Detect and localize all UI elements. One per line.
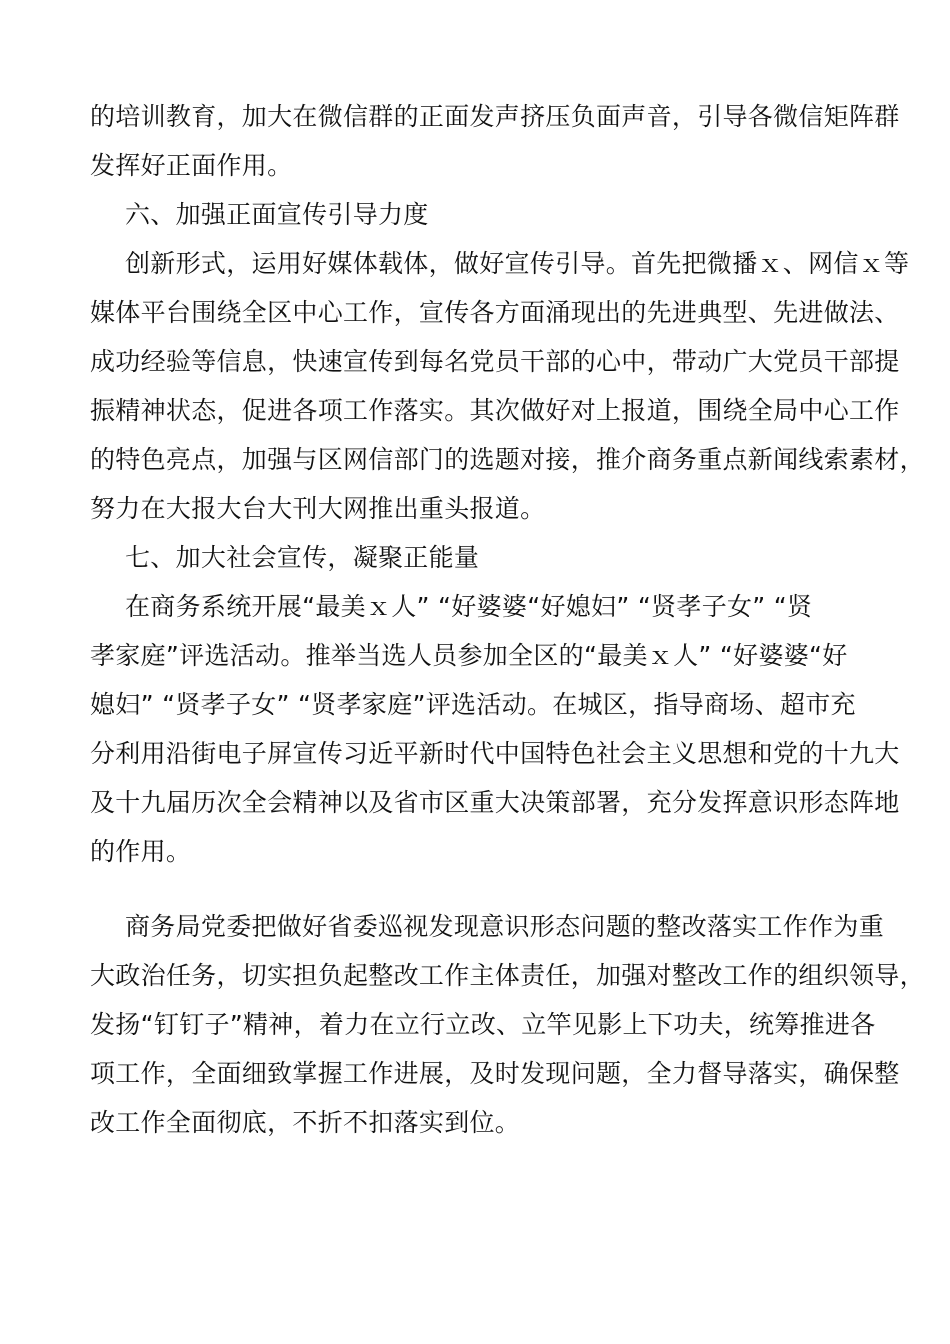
text-line: 大政治任务，切实担负起整改工作主体责任，加强对整改工作的组织领导， xyxy=(90,961,925,990)
paragraph-final xyxy=(90,907,925,1152)
text-line: 媳妇” “贤孝子女” “贤孝家庭”评选活动。在城区，指导商场、超市充 xyxy=(90,690,856,719)
paragraph-continued xyxy=(90,97,900,195)
heading-text: 七、加大社会宣传，凝聚正能量 xyxy=(125,543,480,572)
text-line: 的培训教育，加大在微信群的正面发声挤压负面声音，引导各微信矩阵群 xyxy=(90,102,900,131)
text-line: 改工作全面彻底，不折不扣落实到位。 xyxy=(90,1108,521,1137)
text-line: 发挥好正面作用。 xyxy=(90,151,293,180)
text-line: 的作用。 xyxy=(90,837,192,866)
text-line: 在商务系统开展“最美ｘ人” “好婆婆“好媳妇” “贤孝子女” “贤 xyxy=(125,592,813,621)
paragraph-section-6 xyxy=(90,244,925,538)
text-line: 成功经验等信息，快速宣传到每名党员干部的心中，带动广大党员干部提 xyxy=(90,347,900,376)
text-line: 项工作，全面细致掌握工作进展，及时发现问题，全力督导落实，确保整 xyxy=(90,1059,900,1088)
text-line: 及十九届历次全会精神以及省市区重大决策部署，充分发挥意识形态阵地 xyxy=(90,788,900,817)
text-line: 商务局党委把做好省委巡视发现意识形态问题的整改落实工作作为重 xyxy=(125,912,885,941)
paragraph-section-7 xyxy=(90,587,900,907)
text-line: 振精神状态，促进各项工作落实。其次做好对上报道，围绕全局中心工作 xyxy=(90,396,900,425)
text-line: 发扬“钉钉子”精神，着力在立行立改、立竿见影上下功夫，统筹推进各 xyxy=(90,1010,876,1039)
heading-text: 六、加强正面宣传引导力度 xyxy=(125,200,429,229)
text-line: 努力在大报大台大刊大网推出重头报道。 xyxy=(90,494,546,523)
section-heading-6 xyxy=(90,195,860,244)
document-body xyxy=(90,97,925,1152)
text-line: 的特色亮点，加强与区网信部门的选题对接，推介商务重点新闻线索素材， xyxy=(90,445,925,474)
section-heading-7 xyxy=(90,538,860,587)
text-line: 创新形式，运用好媒体载体，做好宣传引导。首先把微播ｘ、网信ｘ等 xyxy=(125,249,910,278)
text-line: 媒体平台围绕全区中心工作，宣传各方面涌现出的先进典型、先进做法、 xyxy=(90,298,900,327)
text-line: 分利用沿街电子屏宣传习近平新时代中国特色社会主义思想和党的十九大 xyxy=(90,739,900,768)
text-line: 孝家庭”评选活动。推举当选人员参加全区的“最美ｘ人” “好婆婆“好 xyxy=(90,641,848,670)
